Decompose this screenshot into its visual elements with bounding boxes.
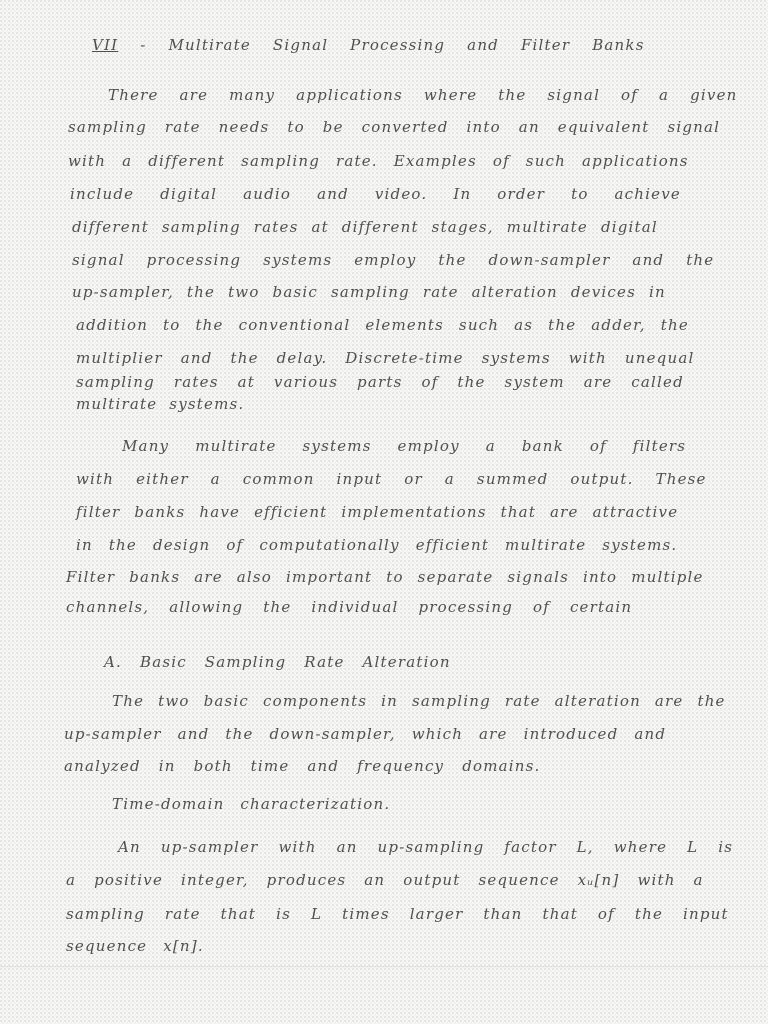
text-line: sampling rate that is L times larger than that of the input: [66, 905, 729, 923]
text-line: in the design of computationally efficient multirate systems.: [76, 536, 678, 554]
text-line: sampling rates at various parts of the system are called: [76, 373, 684, 391]
text-line: channels, allowing the individual processing of certain: [66, 598, 633, 616]
text-line: Filter banks are also important to separate signals into multiple: [66, 568, 704, 586]
section-heading: A. Basic Sampling Rate Alteration: [104, 653, 451, 671]
text-line: up-sampler and the down-sampler, which are introduced and: [64, 725, 667, 743]
text-line: multirate systems.: [76, 395, 245, 413]
chapter-numeral: VII: [92, 36, 119, 54]
text-line: addition to the conventional elements such as the adder, the: [76, 316, 689, 334]
text-line: with a different sampling rate. Examples of such applications: [68, 152, 689, 170]
text-line: signal processing systems employ the down-sampler and the: [72, 251, 715, 269]
text-line: Many multirate systems employ a bank of filters: [122, 437, 687, 455]
text-line: multiplier and the delay. Discrete-time systems with unequal: [76, 349, 695, 367]
text-line: a positive integer, produces an output sequence xᵤ[n] with a: [66, 871, 704, 889]
text-line: analyzed in both time and frequency domains.: [64, 757, 541, 775]
chapter-title: [92, 36, 645, 54]
text-line: with either a common input or a summed output. These: [76, 470, 707, 488]
text-line: up-sampler, the two basic sampling rate alteration devices in: [72, 283, 666, 301]
text-line: An up-sampler with an up-sampling factor L, where L is: [118, 838, 734, 856]
text-line: The two basic components in sampling rate alteration are the: [112, 692, 726, 710]
text-line: There are many applications where the signal of a given: [108, 86, 738, 104]
text-line: sequence x[n].: [66, 937, 204, 955]
text-line: different sampling rates at different stages, multirate digital: [72, 218, 658, 236]
page-bottom-edge: [0, 966, 768, 967]
chapter-title-text: - Multirate Signal Processing and Filter Banks: [140, 36, 645, 54]
text-line: sampling rate needs to be converted into an equivalent signal: [68, 118, 721, 136]
text-line: include digital audio and video. In order to achieve: [70, 185, 681, 203]
text-line: filter banks have efficient implementations that are attractive: [76, 503, 679, 521]
subheading: Time-domain characterization.: [112, 795, 391, 813]
